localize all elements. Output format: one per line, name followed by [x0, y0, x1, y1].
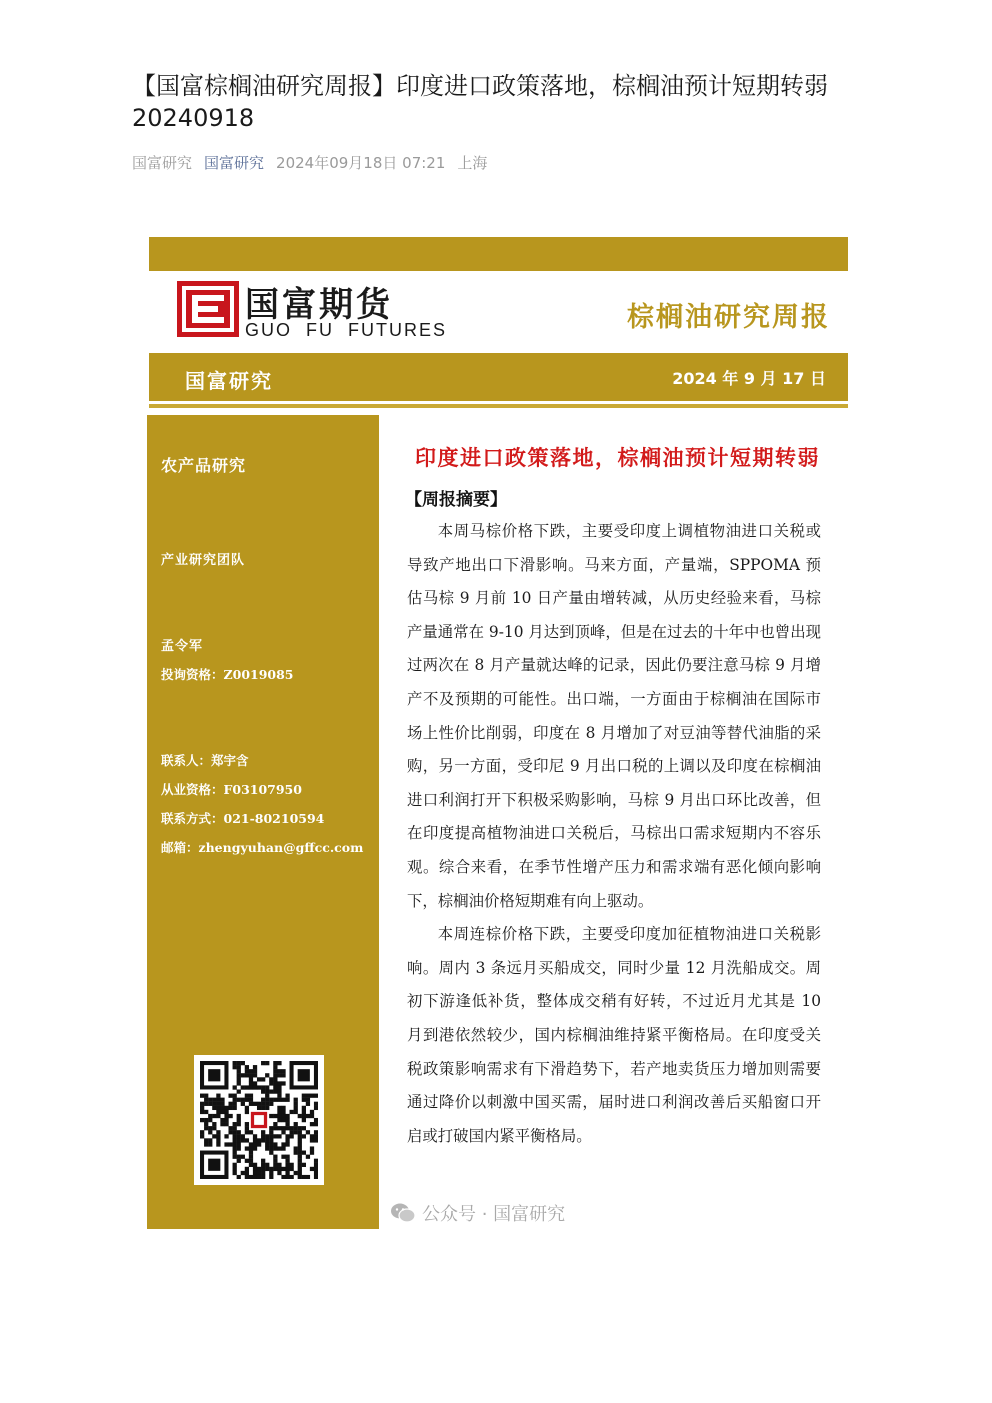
report-summary	[407, 515, 821, 1153]
report-headline: 印度进口政策落地，棕榈油预计短期转弱	[415, 445, 820, 470]
qr-code-icon	[200, 1061, 318, 1179]
logo-chinese: 国富期货	[245, 285, 393, 325]
account-link[interactable]: 国富研究	[204, 154, 265, 172]
section-title: 【周报摘要】	[405, 490, 507, 510]
sidebar-contact-name: 联系人：郑宇含	[161, 753, 249, 768]
logo-english: GUO FU FUTURES	[245, 320, 447, 340]
department-label: 国富研究	[185, 369, 273, 393]
footer-watermark	[390, 1200, 565, 1226]
publish-location: 上海	[457, 154, 488, 172]
department-bar	[149, 353, 848, 401]
report-date: 2024 年 9 月 17 日	[672, 369, 826, 388]
report-sidebar	[147, 415, 379, 1229]
article-source: 国富研究	[132, 154, 193, 172]
sidebar-analyst-license: 投询资格：Z0019085	[161, 667, 294, 682]
summary-paragraph: 本周马棕价格下跌，主要受印度上调植物油进口关税或导致产地出口下滑影响。马来方面，产量端，SPPOMA 预估马棕 9 月前 10 日产量由增转减，从历史经验来看，马棕产量通常在 9-10 月达到顶峰，但是在过去的十年中也曾出现过两次在 8 月产量就达峰的记录，因此仍要注意马棕 9 月增产不及预期的可能性。出口端，一方面由于棕榈油在国际市场上性价比削弱，印度在 8 月增加了对豆油等替代油脂的采购，另一方面，受印尼 9 月出口税的上调以及印度在棕榈油进口利润打开下积极采购影响，马棕 9 月出口环比改善，但在印度提高植物油进口关税后，马棕出口需求短期内不容乐观。综合来看，在季节性增产压力和需求端有恶化倾向影响下，棕榈油价格短期难有向上驱动。	[407, 522, 821, 910]
sidebar-team: 产业研究团队	[161, 553, 246, 568]
article-title: 【国富棕榈油研究周报】印度进口政策落地，棕榈油预计短期转弱20240918	[132, 72, 828, 132]
article-meta	[132, 152, 487, 173]
sidebar-category: 农产品研究	[161, 456, 247, 475]
sidebar-analyst-name: 孟令军	[161, 639, 204, 654]
summary-paragraph: 本周连棕价格下跌，主要受印度加征植物油进口关税影响。周内 3 条远月买船成交，同时少量 12 月洗船成交。周初下游逢低补货，整体成交稍有好转，不过近月尤其是 10 月到港依然较少，国内棕榈油维持紧平衡格局。在印度受关税政策影响需求有下滑趋势下，若产地卖货压力增加则需要通过降价以刺激中国买需，届时进口利润改善后买船窗口开启或打破国内紧平衡格局。	[407, 925, 821, 1145]
sidebar-contact-phone: 联系方式：021-80210594	[161, 811, 325, 826]
wechat-icon	[390, 1202, 416, 1224]
report-image	[147, 237, 848, 1229]
sidebar-contact-license: 从业资格：F03107950	[161, 782, 302, 797]
report-type-title: 棕榈油研究周报	[627, 302, 830, 333]
watermark-text: 公众号 · 国富研究	[422, 1204, 566, 1225]
divider	[149, 404, 848, 408]
qr-code	[194, 1055, 324, 1185]
top-gold-bar	[149, 237, 848, 271]
sidebar-contact-email: 邮箱：zhengyuhan@gffcc.com	[161, 840, 364, 855]
publish-datetime: 2024年09月18日 07:21	[276, 154, 446, 172]
guofu-logo-icon	[177, 281, 239, 337]
